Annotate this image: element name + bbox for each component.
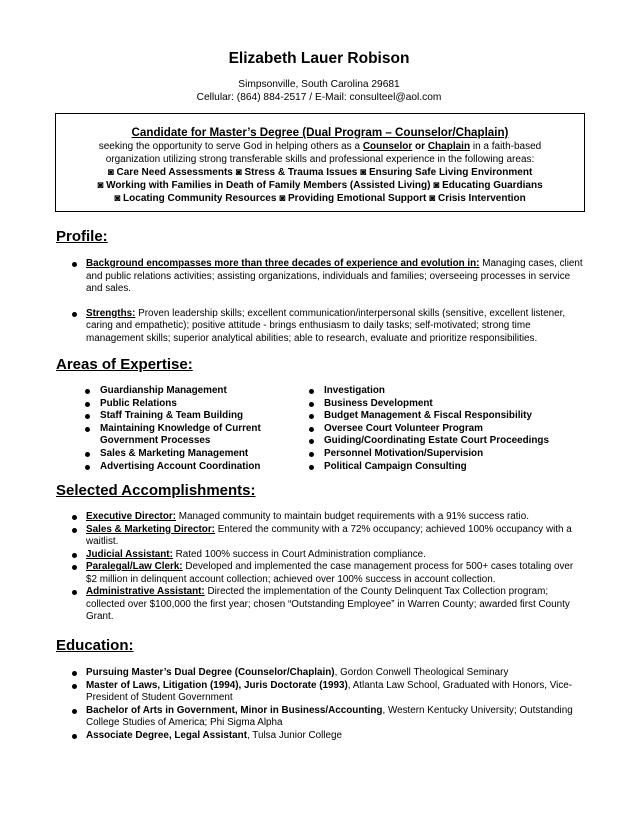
skill-item: Care Need Assessments: [116, 167, 233, 178]
bullet-icon: [72, 262, 77, 267]
skills-row-3: [56, 192, 584, 205]
square-bullet-icon: ◙: [97, 180, 104, 191]
expertise-item: Budget Management & Fiscal Responsibility: [324, 410, 532, 422]
list-item: [72, 524, 584, 549]
bullet-icon: [72, 590, 77, 595]
accomplishments-item-text: Directed the implementation of the County Delinquent Tax Collection program; collected over $100,000 the first year; chosen “Outstanding Employee” in Warren County; awarded first County Grant.: [86, 586, 570, 622]
accomplishments-item-lead: Paralegal/Law Clerk:: [86, 561, 183, 572]
candidate-name: Elizabeth Lauer Robison: [228, 50, 410, 67]
skill-item: Educating Guardians: [442, 180, 543, 191]
education-item-text: , Atlanta Law School, Graduated with Honors, Vice-President of Student Government: [86, 679, 573, 703]
square-bullet-icon: ◙: [114, 193, 121, 204]
bullet-icon: [72, 709, 77, 714]
list-item: [72, 680, 584, 705]
expertise-item: Oversee Court Volunteer Program: [324, 422, 483, 434]
objective-text-line2: organization utilizing strong transferable skills and professional experience in the following areas:: [105, 154, 535, 165]
list-item: [72, 667, 584, 680]
profile-item-lead: Background encompasses more than three decades of experience and evolution in:: [86, 258, 480, 269]
list-item: [308, 398, 593, 411]
square-bullet-icon: ◙: [433, 180, 440, 191]
education-item-lead: Pursuing Master’s Dual Degree (Counselor/Chaplain): [86, 667, 335, 678]
accomplishments-item-lead: Judicial Assistant:: [86, 548, 173, 560]
objective-box: [55, 113, 585, 212]
profile-item-text: Proven leadership skills; excellent communication/interpersonal skills (sensitive, excellent listener, caring and empathetic); positive attitude - brings enthusiasm to daily tasks; self-motivated; strong time management skills; superior analytical abilities; able to research, evaluate and prioritize responsibilities.: [86, 307, 566, 344]
expertise-item: Public Relations: [100, 397, 177, 409]
square-bullet-icon: ◙: [235, 167, 242, 178]
accomplishments-item-text: Managed community to maintain budget requirements with a 91% success ratio.: [176, 511, 529, 522]
list-item: [308, 461, 593, 474]
list-item: [308, 385, 593, 398]
bullet-icon: [309, 389, 314, 394]
bullet-icon: [309, 402, 314, 407]
expertise-item: Staff Training & Team Building: [100, 410, 244, 422]
bullet-icon: [72, 684, 77, 689]
square-bullet-icon: ◙: [107, 167, 114, 178]
accomplishments-item-lead: Sales & Marketing Director:: [86, 523, 215, 535]
education-item-lead: Bachelor of Arts in Government, Minor in Business/Accounting: [86, 704, 383, 716]
list-item: [72, 730, 584, 743]
education-item-lead: Master of Laws, Litigation (1994), Juris Doctorate (1993): [86, 679, 348, 691]
bullet-icon: [72, 734, 77, 739]
list-item: [84, 461, 299, 474]
skills-row-1: [56, 166, 584, 179]
objective-title: Candidate for Master’s Degree (Dual Program – Counselor/Chaplain): [131, 126, 509, 139]
skill-item: Crisis Intervention: [437, 193, 526, 204]
objective-text-or: or: [412, 141, 428, 152]
bullet-icon: [309, 414, 314, 419]
accomplishments-heading: Selected Accomplishments:: [56, 482, 256, 499]
bullet-icon: [72, 528, 77, 533]
list-item: [72, 561, 584, 586]
bullet-icon: [72, 515, 77, 520]
expertise-item: Guardianship Management: [100, 385, 227, 396]
bullet-icon: [309, 427, 314, 432]
skill-item: Locating Community Resources: [123, 193, 277, 204]
expertise-item: Business Development: [324, 397, 433, 409]
skill-item: Ensuring Safe Living Environment: [368, 167, 533, 178]
bullet-icon: [85, 402, 90, 407]
address: Simpsonville, South Carolina 29681: [238, 79, 400, 90]
expertise-list-right: [308, 385, 593, 473]
list-item: [72, 705, 584, 730]
objective-term-chaplain: Chaplain: [427, 141, 471, 152]
bullet-icon: [85, 414, 90, 419]
bullet-icon: [72, 671, 77, 676]
objective-text: [66, 140, 574, 166]
list-item: [72, 308, 584, 346]
objective-text-part: in a faith-based: [470, 141, 542, 152]
list-item: [72, 549, 584, 562]
bullet-icon: [72, 553, 77, 558]
profile-heading: Profile:: [56, 228, 108, 245]
contact-info: Cellular: (864) 884-2517 / E-Mail: consulteel@aol.com: [196, 92, 442, 103]
profile-item-lead: Strengths:: [86, 307, 136, 319]
expertise-item: Guiding/Coordinating Estate Court Proceedings: [324, 435, 549, 447]
bullet-icon: [309, 465, 314, 470]
accomplishments-list: [72, 511, 584, 624]
list-item: [84, 410, 299, 423]
objective-term-counselor: Counselor: [362, 141, 413, 152]
education-list: [72, 667, 584, 742]
objective-text-part: seeking the opportunity to serve God in helping others as a: [98, 141, 363, 152]
bullet-icon: [72, 565, 77, 570]
accomplishments-item-text: Developed and implemented the case management process for 500+ cases totaling over $2 million in delinquent account collection; achieved over 100% success in account collection.: [86, 561, 574, 585]
expertise-item: Sales & Marketing Management: [100, 447, 249, 459]
education-heading: Education:: [56, 637, 134, 654]
skill-item: Working with Families in Death of Family Members (Assisted Living): [106, 180, 431, 191]
list-item: [84, 385, 299, 398]
bullet-icon: [85, 465, 90, 470]
accomplishments-item-text: Entered the community with a 72% occupancy; achieved 100% occupancy with a waitlist.: [86, 523, 572, 547]
profile-list: [72, 258, 584, 345]
list-item: [72, 258, 584, 296]
bullet-icon: [85, 427, 90, 432]
expertise-item: Maintaining Knowledge of Current Government Processes: [100, 422, 261, 447]
accomplishments-item-lead: Administrative Assistant:: [86, 586, 205, 597]
bullet-icon: [309, 439, 314, 444]
list-item: [72, 511, 584, 524]
square-bullet-icon: ◙: [360, 167, 367, 178]
expertise-heading: Areas of Expertise:: [56, 356, 193, 373]
skill-item: Providing Emotional Support: [288, 193, 427, 204]
list-item: [84, 448, 299, 461]
expertise-item: Investigation: [324, 385, 385, 396]
square-bullet-icon: ◙: [279, 193, 286, 204]
list-item: [308, 448, 593, 461]
list-item: [84, 398, 299, 411]
expertise-item: Advertising Account Coordination: [100, 460, 261, 472]
list-item: [84, 423, 299, 448]
skills-row-2: [56, 179, 584, 192]
skill-item: Stress & Trauma Issues: [244, 167, 358, 178]
expertise-list-left: [84, 385, 299, 473]
list-item: [72, 586, 584, 624]
profile-item-text: Managing cases, client and public relations activities; assisting organizations, individuals and families; overseeing processes in service and sales.: [86, 258, 583, 294]
education-item-text: , Western Kentucky University; Outstanding College Studies of America; Phi Sigma Alpha: [86, 704, 573, 728]
accomplishments-item-lead: Executive Director:: [86, 511, 177, 522]
square-bullet-icon: ◙: [429, 193, 436, 204]
list-item: [308, 423, 593, 436]
bullet-icon: [72, 312, 77, 317]
list-item: [308, 435, 593, 448]
accomplishments-item-text: Rated 100% success in Court Administration compliance.: [172, 548, 426, 560]
expertise-item: Political Campaign Consulting: [324, 460, 467, 472]
education-item-text: , Tulsa Junior College: [247, 729, 342, 741]
bullet-icon: [85, 389, 90, 394]
expertise-item: Personnel Motivation/Supervision: [324, 447, 484, 459]
bullet-icon: [85, 452, 90, 457]
education-item-text: , Gordon Conwell Theological Seminary: [334, 667, 509, 678]
bullet-icon: [309, 452, 314, 457]
education-item-lead: Associate Degree, Legal Assistant: [86, 729, 247, 741]
list-item: [308, 410, 593, 423]
